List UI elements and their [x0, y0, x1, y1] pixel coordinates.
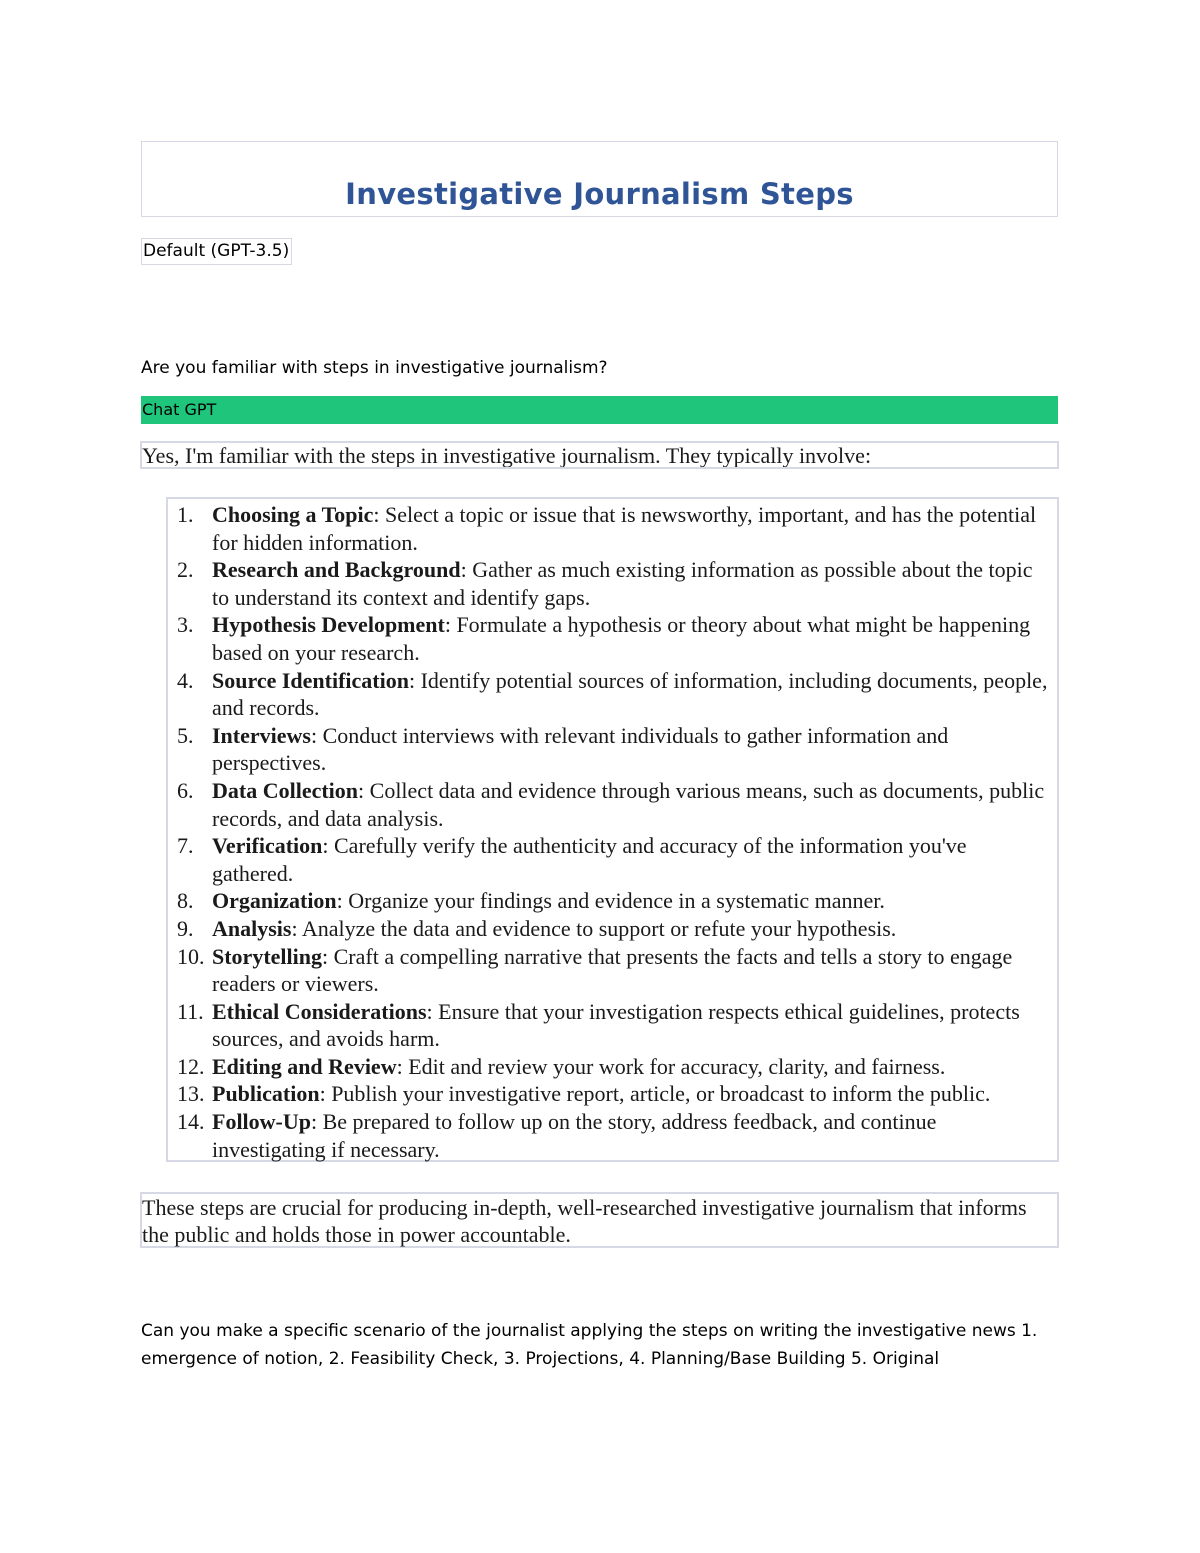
- step-item: [168, 1053, 1048, 1081]
- step-term: Publication: [212, 1081, 320, 1107]
- step-description: : Identify potential sources of information, including documents, people, and records.: [212, 667, 1048, 721]
- user-question-2: Can you make a specific scenario of the journalist applying the steps on writing the investigative news 1. emergence of notion, 2. Feasibility Check, 3. Projections, 4. Planning/Base Building 5. Original: [141, 1321, 1038, 1369]
- page-title: Investigative Journalism Steps: [345, 177, 854, 211]
- answer-conclusion: These steps are crucial for producing in-depth, well-researched investigative journalism that informs the public and holds those in power accountable.: [140, 1192, 1059, 1248]
- step-term: Data Collection: [212, 777, 359, 803]
- step-term: Ethical Considerations: [212, 998, 427, 1024]
- step-description: : Craft a compelling narrative that presents the facts and tells a story to engage readers or viewers.: [212, 943, 1013, 997]
- step-term: Organization: [212, 888, 337, 914]
- step-number: 10.: [177, 943, 205, 969]
- step-number: 14.: [177, 1109, 205, 1135]
- step-term: Follow-Up: [212, 1109, 311, 1135]
- step-term: Analysis: [212, 915, 292, 941]
- step-number: 5.: [177, 722, 194, 748]
- step-item: [168, 667, 1048, 722]
- step-description: : Be prepared to follow up on the story, address feedback, and continue investigating if necessary.: [212, 1109, 937, 1162]
- step-description: : Conduct interviews with relevant individuals to gather information and perspectives.: [212, 722, 949, 776]
- title-box: [141, 141, 1058, 217]
- step-item: [168, 1080, 1048, 1108]
- step-number: 12.: [177, 1053, 205, 1079]
- step-description: : Gather as much existing information as possible about the topic to understand its context and identify gaps.: [212, 557, 1033, 610]
- step-description: : Collect data and evidence through various means, such as documents, public records, and data analysis.: [212, 777, 1045, 831]
- step-term: Source Identification: [212, 667, 409, 693]
- answer-intro: Yes, I'm familiar with the steps in investigative journalism. They typically involve:: [140, 441, 1059, 469]
- step-number: 6.: [177, 777, 194, 803]
- step-number: 1.: [177, 502, 194, 527]
- step-term: Verification: [212, 833, 323, 859]
- step-description: : Carefully verify the authenticity and accuracy of the information you've gathered.: [212, 833, 967, 886]
- step-number: 13.: [177, 1081, 205, 1107]
- step-number: 9.: [177, 915, 194, 941]
- model-label: Default (GPT-3.5): [141, 238, 292, 265]
- step-item: [168, 887, 1048, 915]
- step-number: 3.: [177, 612, 194, 638]
- step-description: : Ensure that your investigation respects ethical guidelines, protects sources, and avoids harm.: [212, 998, 1020, 1052]
- step-item: [168, 501, 1048, 556]
- step-item: [168, 943, 1048, 998]
- step-number: 4.: [177, 667, 194, 693]
- step-item: [168, 722, 1048, 777]
- step-term: Hypothesis Development: [212, 612, 445, 638]
- step-number: 8.: [177, 888, 194, 914]
- user-question-1: Are you familiar with steps in investigative journalism?: [141, 358, 608, 378]
- step-description: : Organize your findings and evidence in a systematic manner.: [336, 888, 885, 914]
- step-item: [168, 777, 1048, 832]
- step-item: [168, 611, 1048, 666]
- step-item: [168, 556, 1048, 611]
- step-description: : Analyze the data and evidence to support or refute your hypothesis.: [291, 915, 897, 941]
- steps-list-box: [166, 497, 1059, 1162]
- step-term: Interviews: [212, 722, 311, 748]
- step-term: Storytelling: [212, 943, 322, 969]
- chatgpt-label-bar: Chat GPT: [141, 396, 1058, 424]
- step-item: [168, 832, 1048, 887]
- step-term: Research and Background: [212, 557, 461, 583]
- step-description: : Edit and review your work for accuracy, clarity, and fairness.: [396, 1053, 946, 1079]
- steps-list: [168, 501, 1048, 1163]
- step-number: 11.: [177, 998, 204, 1024]
- step-item: [168, 1108, 1048, 1163]
- step-description: : Publish your investigative report, article, or broadcast to inform the public.: [319, 1081, 991, 1107]
- step-item: [168, 915, 1048, 943]
- step-number: 2.: [177, 557, 194, 583]
- step-term: Choosing a Topic: [212, 502, 374, 527]
- step-description: : Select a topic or issue that is newsworthy, important, and has the potential for hidden information.: [212, 502, 1037, 555]
- step-item: [168, 998, 1048, 1053]
- step-term: Editing and Review: [212, 1053, 397, 1079]
- step-description: : Formulate a hypothesis or theory about what might be happening based on your research.: [212, 612, 1031, 665]
- step-number: 7.: [177, 833, 194, 859]
